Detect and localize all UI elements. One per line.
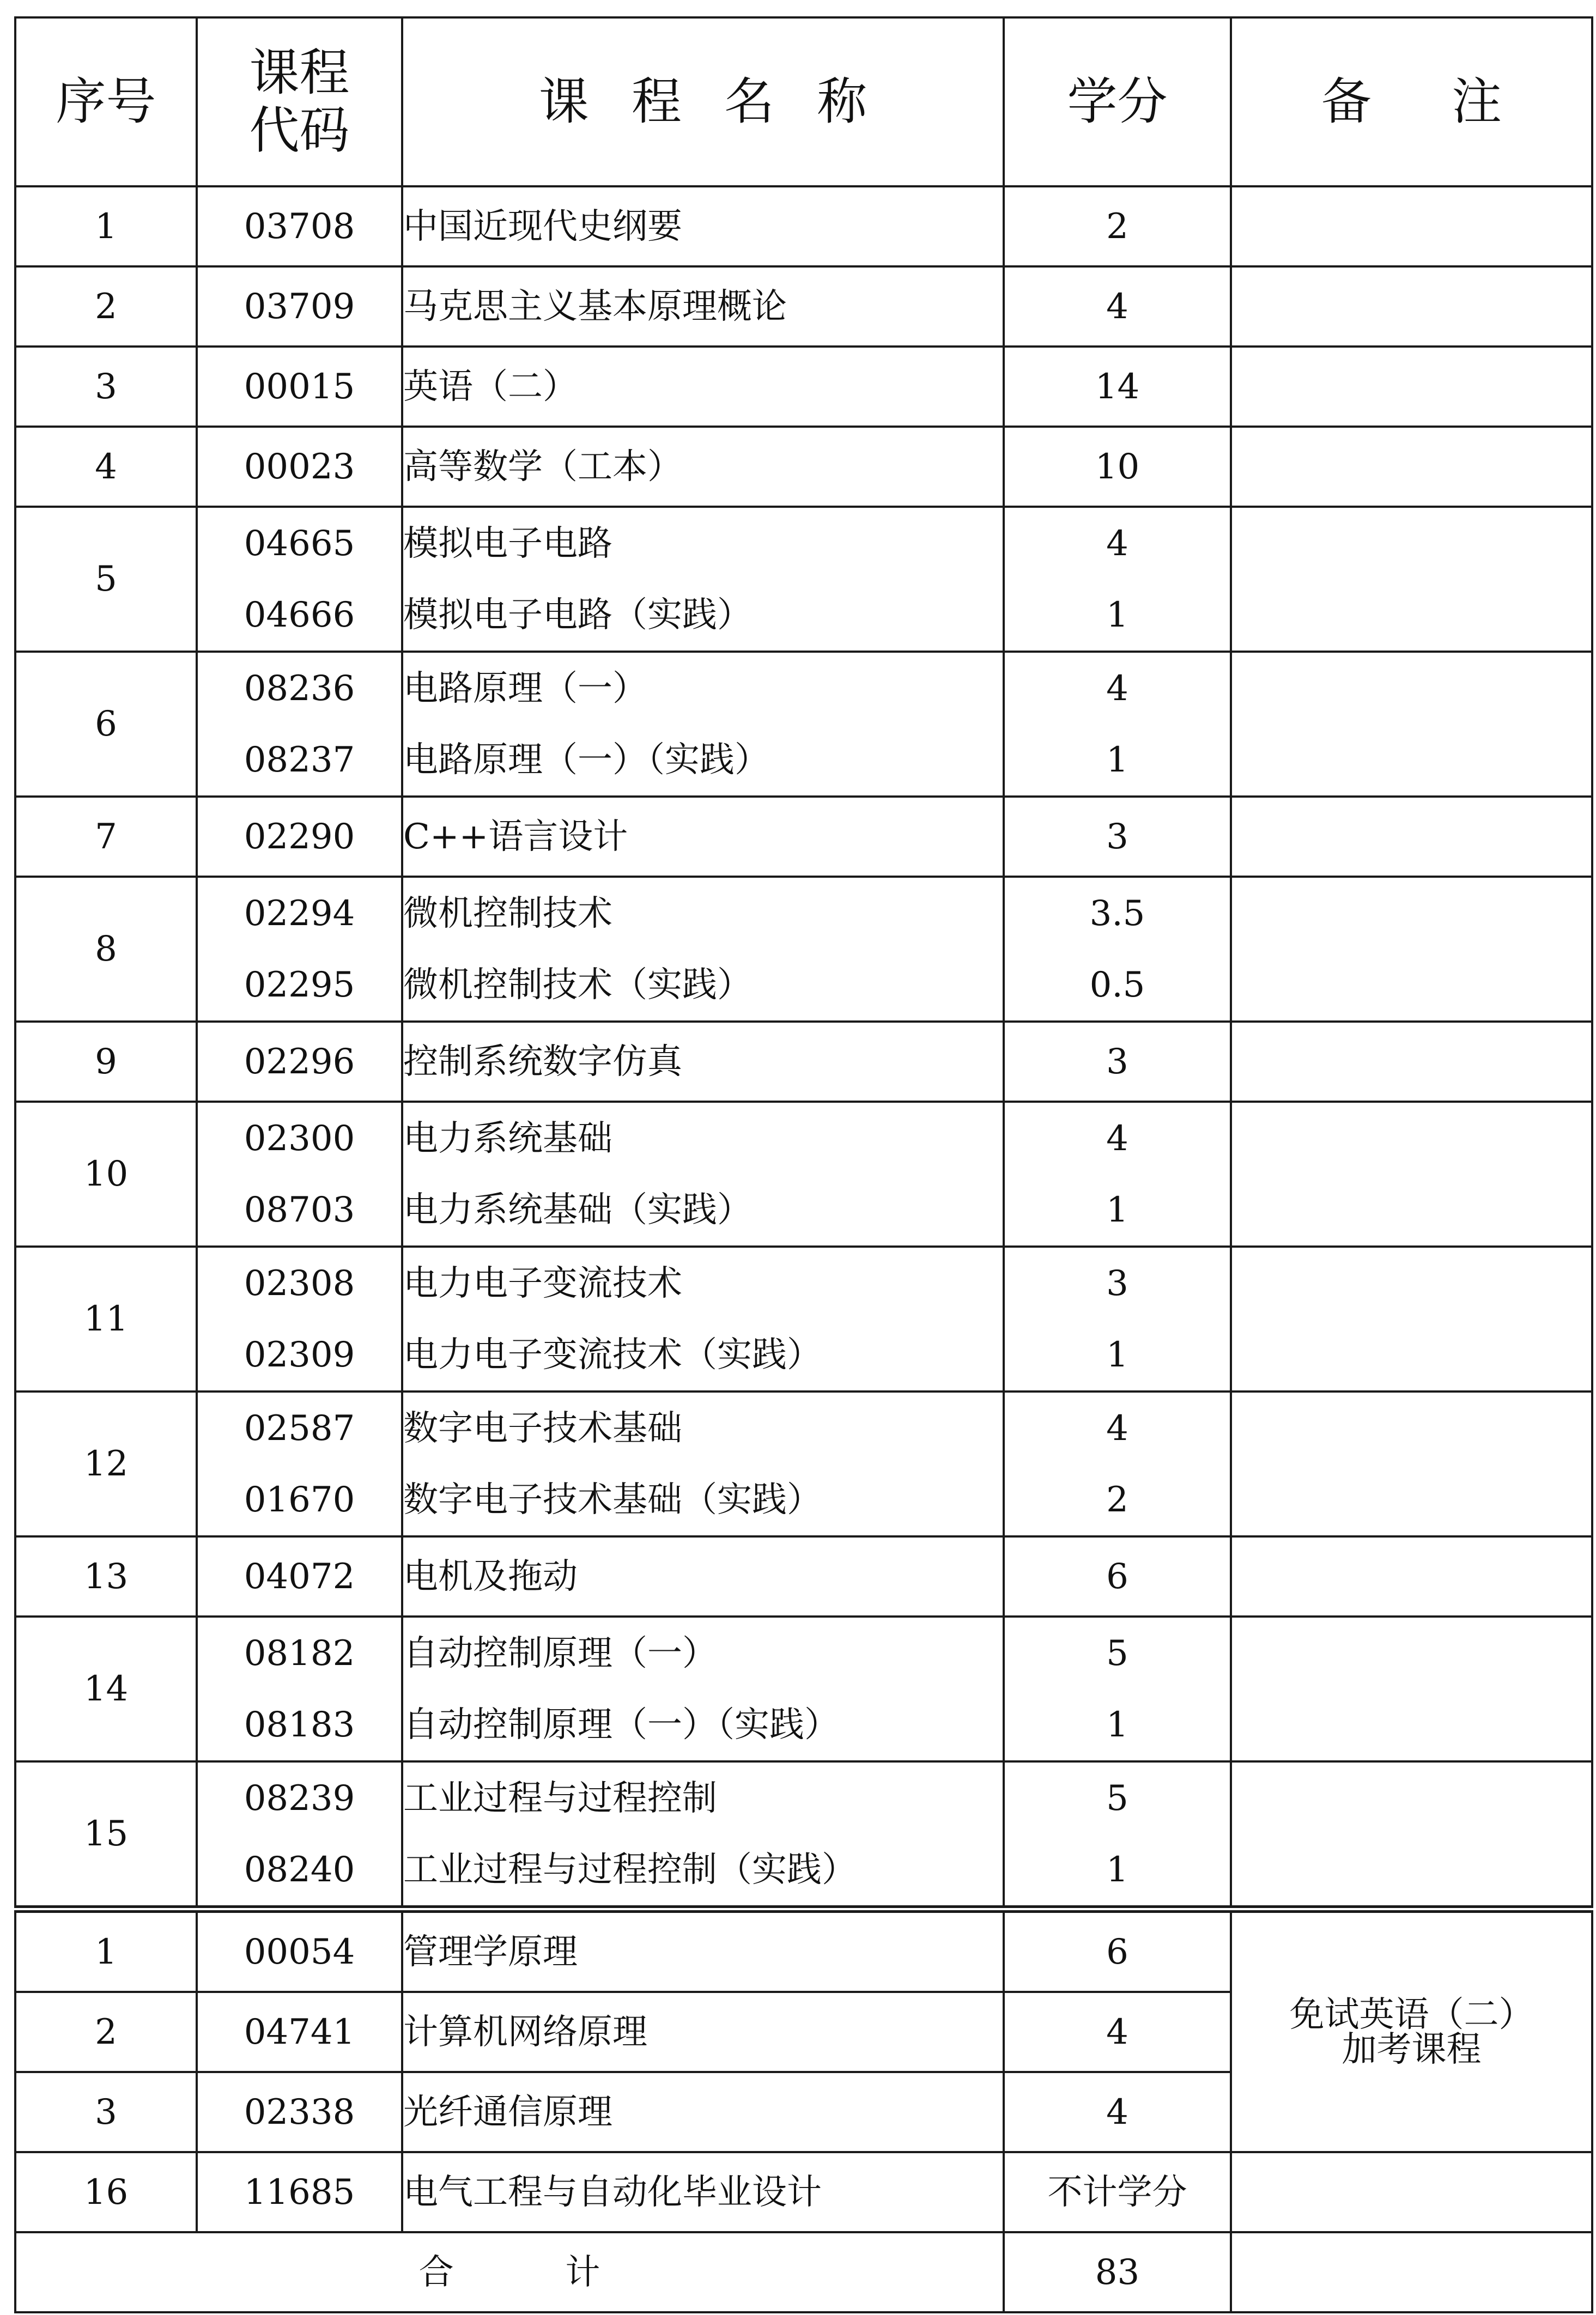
course-table bbox=[14, 16, 1593, 2313]
course-name: 模拟电子电路 bbox=[403, 523, 612, 564]
course-name: 微机控制技术 bbox=[403, 893, 612, 934]
course-credit: 1 bbox=[1106, 594, 1128, 635]
row-note bbox=[1231, 1392, 1592, 1536]
course-code: 11685 bbox=[197, 2152, 402, 2232]
course-credit-stack bbox=[1005, 1393, 1230, 1535]
course-name: 模拟电子电路（实践） bbox=[403, 594, 752, 635]
course-name: 数字电子技术基础（实践） bbox=[403, 1479, 822, 1520]
extra-row bbox=[15, 1909, 1592, 1992]
course-credit-cell bbox=[1004, 1102, 1231, 1247]
total-row bbox=[15, 2232, 1592, 2312]
course-name-stack bbox=[403, 1103, 1003, 1245]
course-name: 中国近现代史纲要 bbox=[402, 186, 1004, 266]
extra-note-line2: 加考课程 bbox=[1342, 2029, 1482, 2070]
table-row bbox=[15, 797, 1592, 877]
course-code: 08240 bbox=[244, 1849, 355, 1890]
row-note bbox=[1231, 507, 1592, 652]
course-code-stack bbox=[198, 1103, 401, 1245]
table-row bbox=[15, 1392, 1592, 1536]
course-code-cell bbox=[197, 1102, 402, 1247]
course-name: 管理学原理 bbox=[402, 1909, 1004, 1992]
course-credit: 3 bbox=[1004, 797, 1231, 877]
course-credit-stack bbox=[1005, 508, 1230, 651]
course-name: 计算机网络原理 bbox=[402, 1992, 1004, 2072]
course-credit: 4 bbox=[1004, 2072, 1231, 2152]
course-name-stack bbox=[403, 1393, 1003, 1535]
course-code: 03709 bbox=[197, 266, 402, 347]
course-name: 自动控制原理（一） bbox=[403, 1633, 717, 1674]
course-code-cell bbox=[197, 1761, 402, 1909]
course-code-cell bbox=[197, 1617, 402, 1761]
row-seq: 2 bbox=[15, 266, 197, 347]
course-credit-cell bbox=[1004, 507, 1231, 652]
course-name: 数字电子技术基础 bbox=[403, 1408, 682, 1449]
course-credit: 3 bbox=[1106, 1263, 1128, 1304]
thesis-row bbox=[15, 2152, 1592, 2232]
course-code: 08703 bbox=[244, 1189, 355, 1230]
row-seq: 2 bbox=[15, 1992, 197, 2072]
total-label: 合计 bbox=[418, 2252, 712, 2293]
course-credit: 4 bbox=[1106, 523, 1128, 564]
course-credit: 2 bbox=[1004, 186, 1231, 266]
course-code: 08236 bbox=[244, 668, 355, 709]
course-name: 马克思主义基本原理概论 bbox=[402, 266, 1004, 347]
course-credit: 3 bbox=[1004, 1022, 1231, 1102]
course-credit-stack bbox=[1005, 1248, 1230, 1390]
course-name-cell bbox=[402, 1617, 1004, 1761]
course-code: 02338 bbox=[197, 2072, 402, 2152]
row-note bbox=[1231, 1247, 1592, 1392]
table-row bbox=[15, 1536, 1592, 1617]
course-credit-cell bbox=[1004, 877, 1231, 1022]
course-credit: 5 bbox=[1106, 1633, 1128, 1674]
course-name: 电机及拖动 bbox=[402, 1536, 1004, 1617]
table-row bbox=[15, 877, 1592, 1022]
course-name: 电路原理（一） bbox=[403, 668, 647, 709]
course-name-cell bbox=[402, 507, 1004, 652]
course-credit-stack bbox=[1005, 1103, 1230, 1245]
header-seq: 序号 bbox=[15, 17, 197, 186]
header-code bbox=[197, 17, 402, 186]
course-name: 电力系统基础（实践） bbox=[403, 1189, 752, 1230]
course-code-cell bbox=[197, 652, 402, 797]
course-name: 光纤通信原理 bbox=[402, 2072, 1004, 2152]
row-note bbox=[1231, 1617, 1592, 1761]
course-name: 英语（二） bbox=[402, 347, 1004, 427]
header-name bbox=[402, 17, 1004, 186]
course-code: 02587 bbox=[244, 1408, 355, 1449]
row-note bbox=[1231, 266, 1592, 347]
row-seq: 4 bbox=[15, 427, 197, 507]
row-seq: 13 bbox=[15, 1536, 197, 1617]
header-note-text: 备注 bbox=[1321, 72, 1582, 131]
row-seq: 15 bbox=[15, 1761, 197, 1909]
course-code-stack bbox=[198, 1393, 401, 1535]
course-credit: 6 bbox=[1004, 1909, 1231, 1992]
course-code: 00054 bbox=[197, 1909, 402, 1992]
table-body bbox=[15, 186, 1592, 2312]
table-row bbox=[15, 1022, 1592, 1102]
extra-note-line1: 免试英语（二） bbox=[1289, 1994, 1534, 2035]
course-code: 02294 bbox=[244, 893, 355, 934]
row-note bbox=[1231, 877, 1592, 1022]
course-code-stack bbox=[198, 1763, 401, 1905]
course-code: 02295 bbox=[244, 964, 355, 1005]
row-note bbox=[1231, 1536, 1592, 1617]
course-code: 02309 bbox=[244, 1334, 355, 1375]
row-seq: 1 bbox=[15, 186, 197, 266]
course-credit: 1 bbox=[1106, 1334, 1128, 1375]
table-row bbox=[15, 1617, 1592, 1761]
row-note bbox=[1231, 2232, 1592, 2312]
course-name: 控制系统数字仿真 bbox=[402, 1022, 1004, 1102]
extra-note bbox=[1231, 1909, 1592, 2152]
course-name-stack bbox=[403, 508, 1003, 651]
total-credit: 83 bbox=[1004, 2232, 1231, 2312]
row-seq: 9 bbox=[15, 1022, 197, 1102]
course-name: 电路原理（一）（实践） bbox=[403, 739, 769, 780]
course-credit-cell bbox=[1004, 1392, 1231, 1536]
course-credit: 4 bbox=[1106, 1408, 1128, 1449]
course-name-stack bbox=[403, 653, 1003, 795]
course-code: 04666 bbox=[244, 594, 355, 635]
row-seq: 11 bbox=[15, 1247, 197, 1392]
course-credit: 6 bbox=[1004, 1536, 1231, 1617]
course-code: 01670 bbox=[244, 1479, 355, 1520]
course-code-cell bbox=[197, 877, 402, 1022]
table-row bbox=[15, 186, 1592, 266]
course-name-cell bbox=[402, 652, 1004, 797]
course-name: 电力电子变流技术（实践） bbox=[403, 1334, 822, 1375]
course-name: 电气工程与自动化毕业设计 bbox=[402, 2152, 1004, 2232]
course-name-cell bbox=[402, 1102, 1004, 1247]
course-name: 高等数学（工本） bbox=[402, 427, 1004, 507]
course-name: 工业过程与过程控制 bbox=[403, 1778, 717, 1819]
course-name-stack bbox=[403, 878, 1003, 1020]
row-seq: 14 bbox=[15, 1617, 197, 1761]
course-name-stack bbox=[403, 1763, 1003, 1905]
course-name-cell bbox=[402, 1247, 1004, 1392]
course-credit: 3.5 bbox=[1089, 893, 1145, 934]
row-seq: 5 bbox=[15, 507, 197, 652]
table-row bbox=[15, 266, 1592, 347]
course-code-stack bbox=[198, 653, 401, 795]
course-code-cell bbox=[197, 507, 402, 652]
header-code-line1: 课程 bbox=[249, 44, 350, 102]
course-name: 电力系统基础 bbox=[403, 1118, 612, 1159]
course-credit: 5 bbox=[1106, 1778, 1128, 1819]
course-code-cell bbox=[197, 1247, 402, 1392]
course-code: 00023 bbox=[197, 427, 402, 507]
course-code: 08237 bbox=[244, 739, 355, 780]
table-row bbox=[15, 652, 1592, 797]
course-name-cell bbox=[402, 877, 1004, 1022]
course-code: 04072 bbox=[197, 1536, 402, 1617]
course-code: 02290 bbox=[197, 797, 402, 877]
course-code-stack bbox=[198, 1248, 401, 1390]
course-credit: 4 bbox=[1106, 1118, 1128, 1159]
table-row bbox=[15, 1761, 1592, 1909]
course-code: 04665 bbox=[244, 523, 355, 564]
course-credit: 1 bbox=[1106, 739, 1128, 780]
row-note bbox=[1231, 186, 1592, 266]
row-seq: 8 bbox=[15, 877, 197, 1022]
course-code-stack bbox=[198, 1618, 401, 1760]
course-credit-stack bbox=[1005, 1618, 1230, 1760]
row-note bbox=[1231, 797, 1592, 877]
header-note bbox=[1231, 17, 1592, 186]
row-seq: 3 bbox=[15, 347, 197, 427]
course-name: 电力电子变流技术 bbox=[403, 1263, 682, 1304]
course-credit-stack bbox=[1005, 653, 1230, 795]
course-name: 自动控制原理（一）（实践） bbox=[403, 1704, 839, 1745]
course-credit-cell bbox=[1004, 1761, 1231, 1909]
course-name-stack bbox=[403, 1248, 1003, 1390]
course-code-stack bbox=[198, 878, 401, 1020]
course-code: 00015 bbox=[197, 347, 402, 427]
course-name: 微机控制技术（实践） bbox=[403, 964, 752, 1005]
total-label-cell bbox=[15, 2232, 1004, 2312]
course-credit: 1 bbox=[1106, 1704, 1128, 1745]
course-credit: 14 bbox=[1004, 347, 1231, 427]
course-credit: 不计学分 bbox=[1004, 2152, 1231, 2232]
course-code-stack bbox=[198, 508, 401, 651]
course-code: 08183 bbox=[244, 1704, 355, 1745]
row-seq: 3 bbox=[15, 2072, 197, 2152]
course-code: 03708 bbox=[197, 186, 402, 266]
course-credit: 0.5 bbox=[1089, 964, 1145, 1005]
course-code-cell bbox=[197, 1392, 402, 1536]
course-name: 工业过程与过程控制（实践） bbox=[403, 1849, 857, 1890]
course-credit: 1 bbox=[1106, 1849, 1128, 1890]
course-credit: 4 bbox=[1106, 668, 1128, 709]
row-note bbox=[1231, 427, 1592, 507]
row-seq: 6 bbox=[15, 652, 197, 797]
course-name: C++语言设计 bbox=[402, 797, 1004, 877]
row-seq: 12 bbox=[15, 1392, 197, 1536]
course-code: 02296 bbox=[197, 1022, 402, 1102]
row-note bbox=[1231, 1102, 1592, 1247]
course-name-cell bbox=[402, 1392, 1004, 1536]
row-seq: 10 bbox=[15, 1102, 197, 1247]
course-credit-cell bbox=[1004, 1617, 1231, 1761]
row-seq: 7 bbox=[15, 797, 197, 877]
course-code: 08182 bbox=[244, 1633, 355, 1674]
row-note bbox=[1231, 1761, 1592, 1909]
row-seq: 1 bbox=[15, 1909, 197, 1992]
course-credit: 4 bbox=[1004, 266, 1231, 347]
table-header-row bbox=[15, 17, 1592, 186]
course-credit-stack bbox=[1005, 878, 1230, 1020]
table-row bbox=[15, 1247, 1592, 1392]
course-name-cell bbox=[402, 1761, 1004, 1909]
table-row bbox=[15, 507, 1592, 652]
row-note bbox=[1231, 1022, 1592, 1102]
header-code-line2: 代码 bbox=[249, 101, 350, 160]
course-credit: 2 bbox=[1106, 1479, 1128, 1520]
course-code: 08239 bbox=[244, 1778, 355, 1819]
course-code: 02300 bbox=[244, 1118, 355, 1159]
row-note bbox=[1231, 347, 1592, 427]
course-name-stack bbox=[403, 1618, 1003, 1760]
course-credit: 10 bbox=[1004, 427, 1231, 507]
header-credit: 学分 bbox=[1004, 17, 1231, 186]
course-code: 02308 bbox=[244, 1263, 355, 1304]
row-note bbox=[1231, 652, 1592, 797]
course-credit: 4 bbox=[1004, 1992, 1231, 2072]
course-credit-cell bbox=[1004, 1247, 1231, 1392]
row-seq: 16 bbox=[15, 2152, 197, 2232]
header-name-text: 课程名称 bbox=[538, 72, 910, 131]
course-credit: 1 bbox=[1106, 1189, 1128, 1230]
table-row bbox=[15, 427, 1592, 507]
row-note bbox=[1231, 2152, 1592, 2232]
course-code: 04741 bbox=[197, 1992, 402, 2072]
table-row bbox=[15, 1102, 1592, 1247]
course-credit-stack bbox=[1005, 1763, 1230, 1905]
course-credit-cell bbox=[1004, 652, 1231, 797]
table-row bbox=[15, 347, 1592, 427]
